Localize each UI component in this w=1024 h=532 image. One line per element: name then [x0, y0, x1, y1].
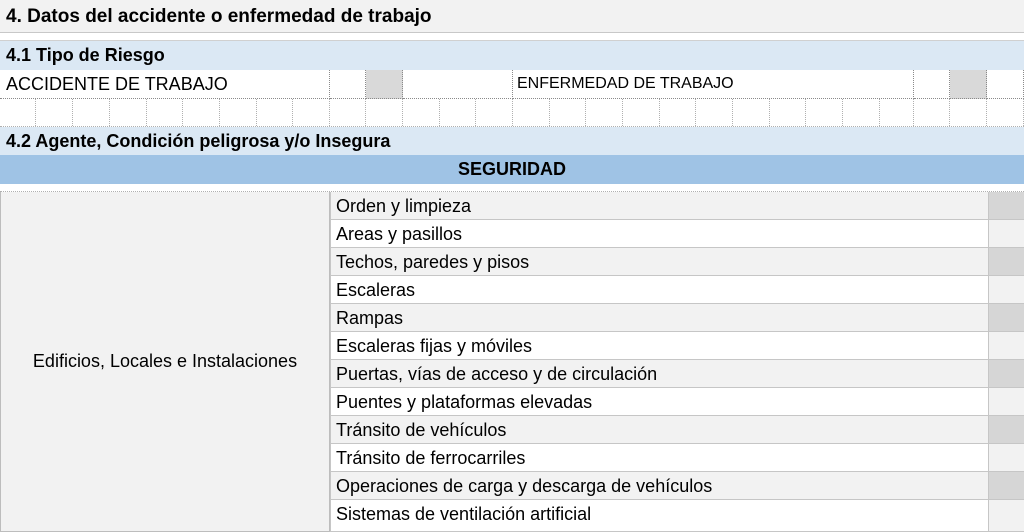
agent-item-checkbox[interactable] [988, 332, 1024, 360]
blank-cell [403, 70, 513, 99]
group-label-cell [0, 192, 330, 532]
agent-item-checkbox[interactable] [988, 500, 1024, 532]
agent-item-checkbox[interactable] [988, 276, 1024, 304]
agent-item-checkbox[interactable] [988, 360, 1024, 388]
agent-item-checkbox[interactable] [988, 472, 1024, 500]
agent-item: Areas y pasillos [330, 220, 988, 248]
agent-item-checkbox[interactable] [988, 416, 1024, 444]
agent-item: Orden y limpieza [330, 192, 988, 220]
agent-item-checkbox[interactable] [988, 220, 1024, 248]
agent-item: Tránsito de ferrocarriles [330, 444, 988, 472]
accidente-mark-cell[interactable] [366, 70, 403, 99]
blank-cell-end [987, 70, 1024, 99]
tipo-riesgo-row [0, 70, 1024, 99]
seguridad-banner: SEGURIDAD [0, 155, 1024, 184]
agent-item: Escaleras [330, 276, 988, 304]
empty-grid-row [0, 99, 1024, 127]
agent-item-checkbox[interactable] [988, 248, 1024, 276]
agent-item: Sistemas de ventilación artificial [330, 500, 988, 532]
agent-item: Escaleras fijas y móviles [330, 332, 988, 360]
agent-item-checkbox[interactable] [988, 192, 1024, 220]
agent-item-checkbox[interactable] [988, 304, 1024, 332]
agent-item: Puentes y plataformas elevadas [330, 388, 988, 416]
agent-item-checkbox[interactable] [988, 444, 1024, 472]
agent-item-checkbox[interactable] [988, 388, 1024, 416]
spacer-strip [0, 184, 1024, 192]
agent-item: Puertas, vías de acceso y de circulación [330, 360, 988, 388]
accidente-label: ACCIDENTE DE TRABAJO [0, 70, 330, 99]
enfermedad-label: ENFERMEDAD DE TRABAJO [513, 70, 914, 99]
agent-item: Tránsito de vehículos [330, 416, 988, 444]
agent-item: Techos, paredes y pisos [330, 248, 988, 276]
agente-title: 4.2 Agente, Condición peligrosa y/o Insegura [0, 127, 1024, 155]
spacer-row [0, 33, 1024, 41]
enfermedad-check-cell[interactable] [914, 70, 950, 99]
agent-item: Operaciones de carga y descarga de vehículos [330, 472, 988, 500]
tipo-riesgo-title: 4.1 Tipo de Riesgo [0, 41, 1024, 70]
group-label: Edificios, Locales e Instalaciones [32, 351, 298, 371]
enfermedad-mark-cell[interactable] [950, 70, 987, 99]
section-title: 4. Datos del accidente o enfermedad de trabajo [0, 0, 1024, 33]
accidente-check-cell[interactable] [330, 70, 366, 99]
agent-item: Rampas [330, 304, 988, 332]
